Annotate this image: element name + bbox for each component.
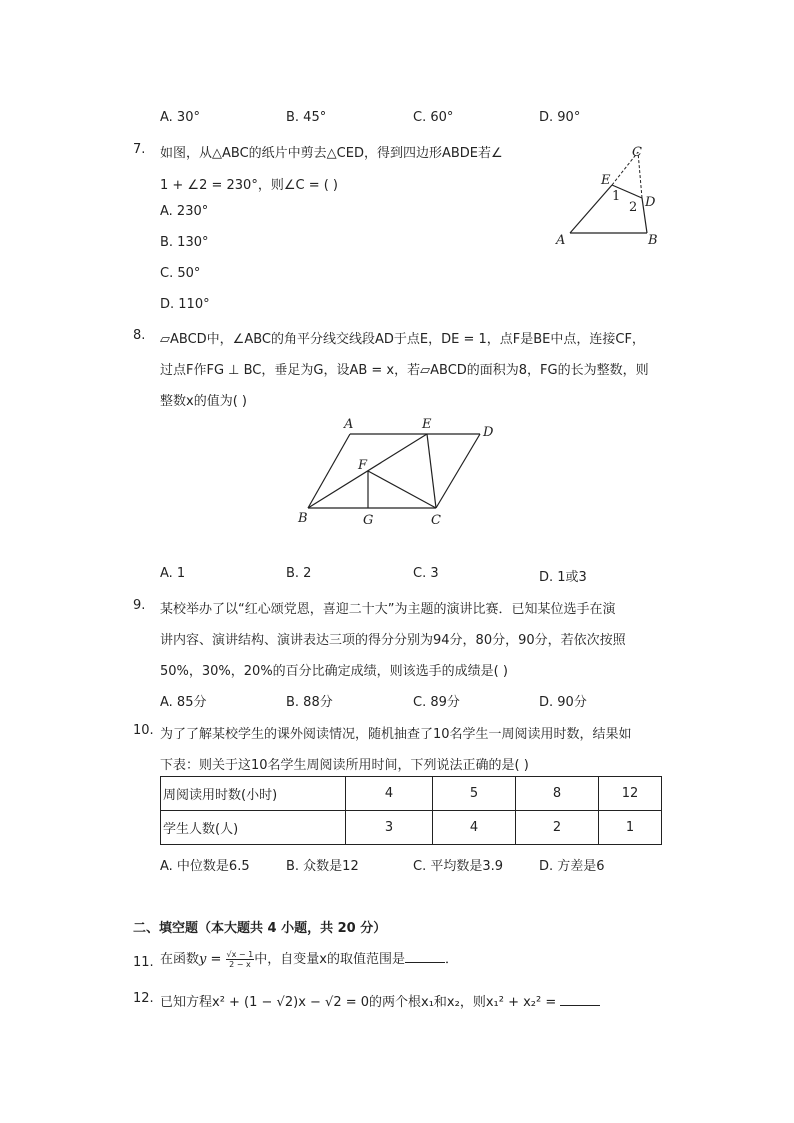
table-row bbox=[161, 777, 662, 811]
q8-label-f: F bbox=[358, 458, 368, 473]
q9-number: 9. bbox=[133, 598, 146, 613]
q6-option-a: A. 30° bbox=[160, 110, 200, 125]
q11-end: ． bbox=[444, 952, 458, 967]
q12-answer-blank[interactable] bbox=[560, 993, 600, 1006]
q10-line-1: 为了了解某校学生的课外阅读情况，随机抽查了10名学生一周阅读用时数，结果如 bbox=[160, 727, 632, 742]
q7-option-a: A. 230° bbox=[160, 204, 209, 219]
q9-option-b: B. 88分 bbox=[286, 695, 333, 710]
q11-fraction bbox=[226, 950, 255, 969]
q8-segment-fc bbox=[368, 471, 436, 508]
q8-line-3: 整数x的值为( ) bbox=[160, 394, 247, 409]
q10-option-c: C. 平均数是3.9 bbox=[413, 859, 504, 874]
q6-option-d: D. 90° bbox=[539, 110, 581, 125]
q9-option-a: A. 85分 bbox=[160, 695, 207, 710]
q7-label-c: C bbox=[632, 145, 642, 160]
q12-text bbox=[160, 991, 600, 1010]
q10-line-2: 下表：则关于这10名学生周阅读所用时间，下列说法正确的是( ) bbox=[160, 758, 529, 773]
q7-triangle-figure bbox=[550, 140, 670, 250]
q7-line-2: 1 + ∠2 = 230°，则∠C = ( ) bbox=[160, 178, 338, 193]
q7-label-b: B bbox=[648, 233, 658, 248]
q8-option-b: B. 2 bbox=[286, 566, 312, 581]
q7-label-angle-1: 1 bbox=[612, 189, 621, 204]
q12-statement: 已知方程x² + (1 − √2)x − √2 = 0的两个根x₁和x₂，则x₁² + x₂² = bbox=[160, 995, 561, 1010]
table-cell: 2 bbox=[516, 811, 599, 845]
q7-number: 7. bbox=[133, 142, 146, 157]
q8-segment-ab bbox=[308, 434, 350, 508]
reading-time-table bbox=[160, 776, 662, 845]
q8-label-d: D bbox=[483, 425, 494, 440]
q11-y: y bbox=[199, 952, 207, 967]
q8-segment-cd bbox=[436, 434, 480, 508]
q8-label-c: C bbox=[431, 513, 441, 528]
table-cell: 4 bbox=[346, 777, 433, 811]
q9-line-1: 某校举办了以“红心颂党恩，喜迎二十大”为主题的演讲比赛．已知某位选手在演 bbox=[160, 602, 616, 617]
q10-option-a: A. 中位数是6.5 bbox=[160, 859, 250, 874]
section-2-heading: 二、填空题（本大题共 4 小题，共 20 分） bbox=[133, 921, 387, 936]
q7-label-d: D bbox=[645, 195, 656, 210]
q7-label-a: A bbox=[556, 233, 566, 248]
table-cell: 3 bbox=[346, 811, 433, 845]
table-row bbox=[161, 811, 662, 845]
q6-option-b: B. 45° bbox=[286, 110, 327, 125]
q8-parallelogram-figure bbox=[290, 412, 510, 532]
table-header-hours: 周阅读用时数(小时) bbox=[161, 777, 346, 811]
table-cell: 1 bbox=[599, 811, 662, 845]
q11-text bbox=[160, 950, 458, 970]
q10-number: 10. bbox=[133, 723, 154, 738]
q9-option-d: D. 90分 bbox=[539, 695, 587, 710]
q7-line-1: 如图，从△ABC的纸片中剪去△CED，得到四边形ABDE若∠ bbox=[160, 146, 503, 161]
q11-prefix: 在函数 bbox=[160, 952, 200, 967]
q9-option-c: C. 89分 bbox=[413, 695, 460, 710]
q11-eq: = bbox=[206, 952, 226, 967]
q7-segment-ae bbox=[570, 185, 612, 233]
q7-option-d: D. 110° bbox=[160, 297, 210, 312]
q9-line-2: 讲内容、演讲结构、演讲表达三项的得分分别为94分，80分，90分，若依次按照 bbox=[160, 633, 626, 648]
q8-option-d: D. 1或3 bbox=[539, 570, 587, 585]
q11-suffix: 中，自变量x的取值范围是 bbox=[254, 952, 405, 967]
q7-option-b: B. 130° bbox=[160, 235, 209, 250]
q8-segment-ec bbox=[427, 434, 436, 508]
q8-line-2: 过点F作FG ⊥ BC，垂足为G，设AB = x，若▱ABCD的面积为8，FG的长为整数，则 bbox=[160, 363, 649, 378]
table-cell: 12 bbox=[599, 777, 662, 811]
q8-line-1: ▱ABCD中，∠ABC的角平分线交线段AD于点E，DE = 1，点F是BE中点，连接CF， bbox=[160, 332, 645, 347]
q8-label-g: G bbox=[363, 513, 374, 528]
q9-line-3: 50%，30%，20%的百分比确定成绩，则该选手的成绩是( ) bbox=[160, 664, 508, 679]
table-cell: 5 bbox=[433, 777, 516, 811]
q11-answer-blank[interactable] bbox=[405, 950, 445, 963]
q7-label-e: E bbox=[601, 173, 611, 188]
q10-option-b: B. 众数是12 bbox=[286, 859, 359, 874]
q8-label-a: A bbox=[344, 417, 354, 432]
q8-option-a: A. 1 bbox=[160, 566, 186, 581]
q11-fraction-numerator: √x − 1 bbox=[226, 950, 254, 959]
q11-fraction-denominator: 2 − x bbox=[229, 960, 251, 969]
q8-option-c: C. 3 bbox=[413, 566, 439, 581]
q8-label-e: E bbox=[422, 417, 432, 432]
table-header-students: 学生人数(人) bbox=[161, 811, 346, 845]
q8-number: 8. bbox=[133, 328, 146, 343]
q8-label-b: B bbox=[298, 511, 308, 526]
table-cell: 8 bbox=[516, 777, 599, 811]
q7-label-angle-2: 2 bbox=[629, 200, 638, 215]
q10-option-d: D. 方差是6 bbox=[539, 859, 605, 874]
q6-option-c: C. 60° bbox=[413, 110, 454, 125]
table-cell: 4 bbox=[433, 811, 516, 845]
q11-number: 11. bbox=[133, 955, 154, 970]
q7-option-c: C. 50° bbox=[160, 266, 201, 281]
q12-number: 12. bbox=[133, 991, 154, 1006]
